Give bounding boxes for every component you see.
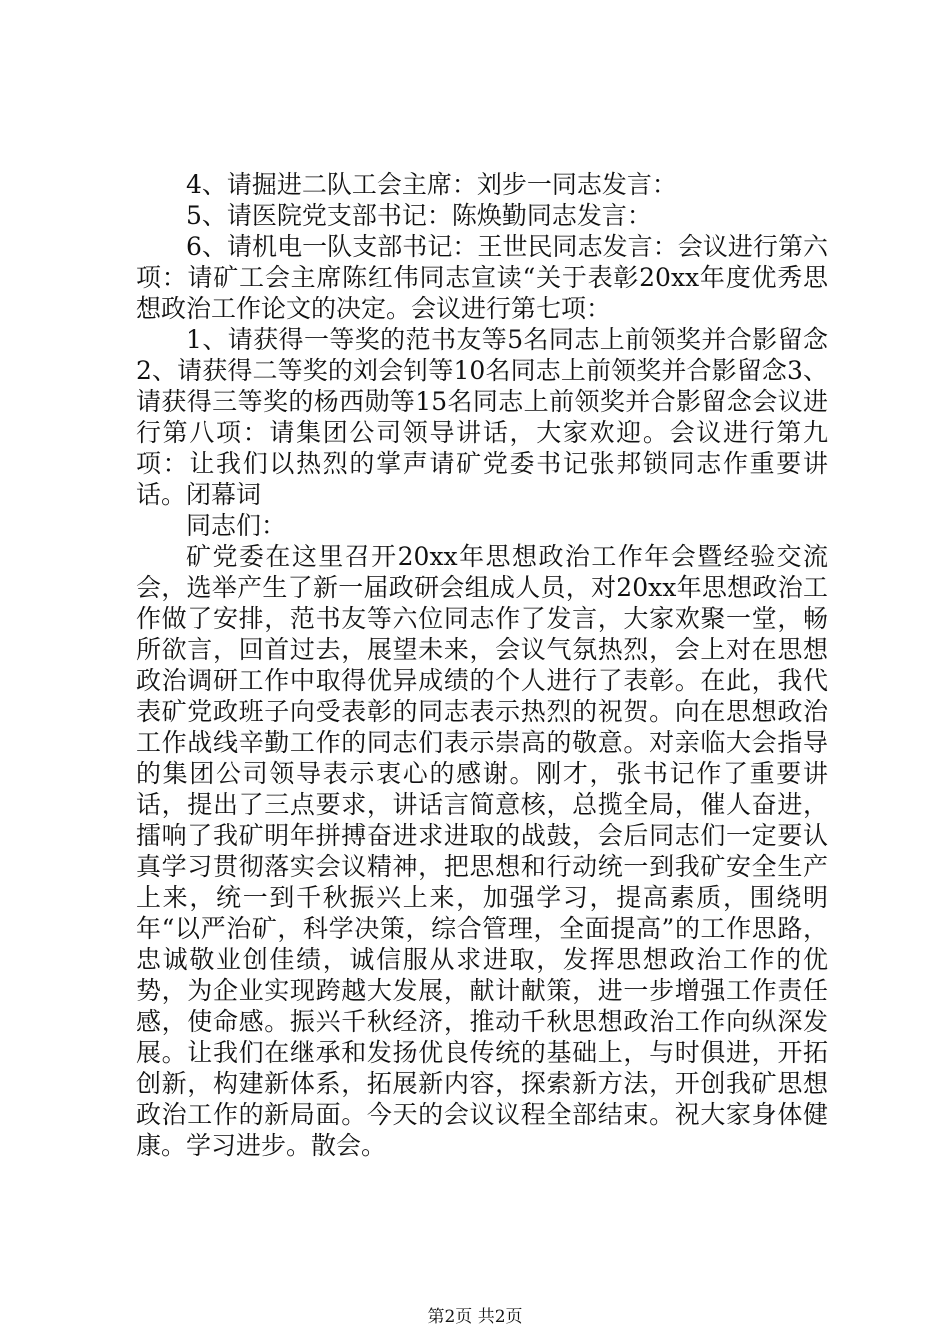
document-body: [136, 169, 828, 1161]
paragraph-item-6: 6、请机电一队支部书记：王世民同志发言：会议进行第六项：请矿工会主席陈红伟同志宣读“关于表彰20xx年度优秀思想政治工作论文的决定。会议进行第七项：: [136, 232, 828, 323]
paragraph-awards: 1、请获得一等奖的范书友等5名同志上前领奖并合影留念2、请获得二等奖的刘会钊等10名同志上前领奖并合影留念3、请获得三等奖的杨西勋等15名同志上前领奖并合影留念会议进行第八项：请集团公司领导讲话，大家欢迎。会议进行第九项：让我们以热烈的掌声请矿党委书记张邦锁同志作重要讲话。闭幕词: [136, 325, 828, 509]
paragraph-closing-speech: 矿党委在这里召开20xx年思想政治工作年会暨经验交流会，选举产生了新一届政研会组成人员，对20xx年思想政治工作做了安排，范书友等六位同志作了发言，大家欢聚一堂，畅所欲言，回首过去，展望未来，会议气氛热烈，会上对在思想政治调研工作中取得优异成绩的个人进行了表彰。在此，我代表矿党政班子向受表彰的同志表示热烈的祝贺。向在思想政治工作战线辛勤工作的同志们表示崇高的敬意。对亲临大会指导的集团公司领导表示衷心的感谢。刚才，张书记作了重要讲话，提出了三点要求，讲话言简意核，总揽全局，催人奋进，擂响了我矿明年拼搏奋进求进取的战鼓，会后同志们一定要认真学习贯彻落实会议精神，把思想和行动统一到我矿安全生产上来，统一到千秋振兴上来，加强学习，提高素质，围绕明年“以严治矿，科学决策，综合管理，全面提高”的工作思路，忠诚敬业创佳绩，诚信服从求进取，发挥思想政治工作的优势，为企业实现跨越大发展，献计献策，进一步增强工作责任感，使命感。振兴千秋经济，推动千秋思想政治工作向纵深发展。让我们在继承和发扬优良传统的基础上，与时俱进，开拓创新，构建新体系，拓展新内容，探索新方法，开创我矿思想政治工作的新局面。今天的会议议程全部结束。祝大家身体健康。学习进步。散会。: [136, 542, 828, 1160]
page-footer: 第2页 共2页: [427, 1307, 523, 1327]
paragraph-item-5: 5、请医院党支部书记：陈焕勤同志发言：: [186, 201, 652, 230]
paragraph-salutation: 同志们：: [186, 511, 287, 540]
paragraph-item-4: 4、请掘进二队工会主席：刘步一同志发言：: [186, 170, 677, 199]
